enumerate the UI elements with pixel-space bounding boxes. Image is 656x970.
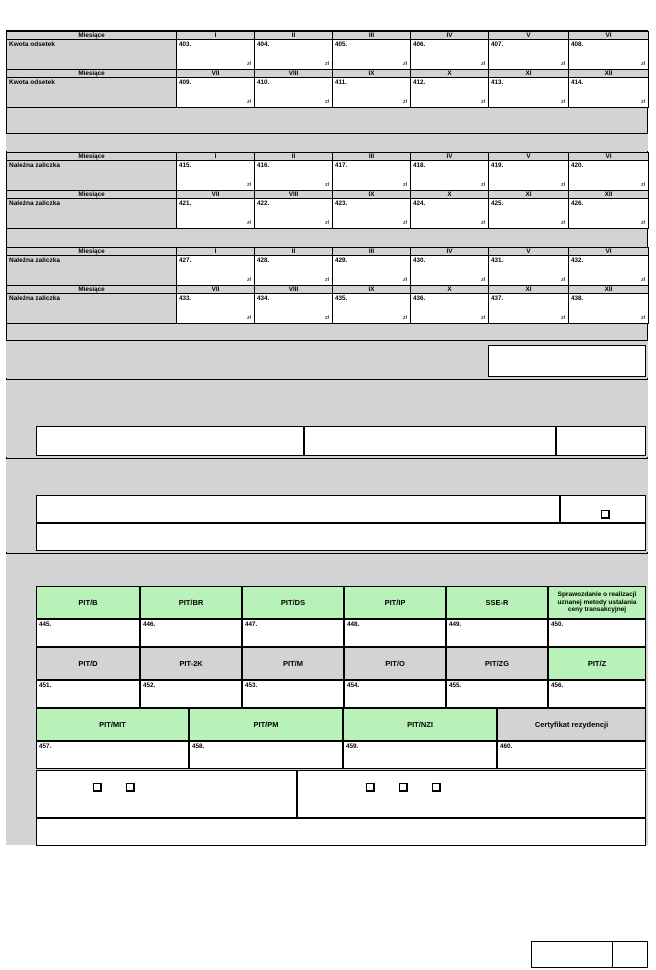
row-label: Kwota odsetek (7, 78, 177, 108)
checkbox-pit28[interactable] (366, 783, 375, 792)
months-label: Miesiące (7, 191, 177, 199)
month-header: VI (569, 248, 649, 256)
footer-box (531, 941, 648, 968)
amount-cell[interactable]: 405. zł (333, 40, 411, 70)
purpose-field[interactable] (36, 495, 560, 523)
month-header: II (255, 153, 333, 161)
months-label: Miesiące (7, 248, 177, 256)
attachment-count-field[interactable]: 451. (36, 680, 140, 708)
section-q2 (6, 247, 648, 324)
month-header: XII (569, 70, 649, 78)
month-header: III (333, 153, 411, 161)
footer-divider (612, 942, 613, 967)
additional-info-field[interactable] (36, 523, 646, 551)
attachment-label: PIT/DS (242, 586, 344, 619)
month-header: IV (411, 153, 489, 161)
attachment-label: PIT/PM (189, 708, 343, 741)
months-label: Miesiące (7, 70, 177, 78)
month-header: IX (333, 286, 411, 294)
amount-cell[interactable]: 430. zł (411, 256, 489, 286)
section-p2 (6, 31, 648, 108)
section-title-line1 (6, 341, 648, 344)
attachment-count-field[interactable]: 449. (446, 619, 548, 647)
amount-cell[interactable]: 412. zł (411, 78, 489, 108)
month-header: X (411, 191, 489, 199)
amount-cell[interactable]: 415. zł (177, 161, 255, 191)
amount-cell[interactable]: 403. zł (177, 40, 255, 70)
section-q1 (6, 152, 648, 229)
amount-cell[interactable]: 411. zł (333, 78, 411, 108)
month-header: II (255, 248, 333, 256)
field-463[interactable] (36, 818, 646, 846)
amount-cell[interactable]: 433. zł (177, 294, 255, 324)
month-header: I (177, 32, 255, 40)
row-label: Kwota odsetek (7, 40, 177, 70)
months-label: Miesiące (7, 286, 177, 294)
field-label (489, 346, 645, 348)
month-header: XII (569, 191, 649, 199)
amount-cell[interactable]: 417. zł (333, 161, 411, 191)
amount-cell[interactable]: 426. zł (569, 199, 649, 229)
checkbox-spouse[interactable] (126, 783, 135, 792)
month-header: IX (333, 191, 411, 199)
attachment-count-field[interactable]: 450. (548, 619, 646, 647)
row-label: Należna zaliczka (7, 256, 177, 286)
row-label: Należna zaliczka (7, 199, 177, 229)
amount-cell[interactable]: 418. zł (411, 161, 489, 191)
section-title-line1 (6, 380, 648, 383)
amount-cell[interactable]: 419. zł (489, 161, 569, 191)
month-header: IV (411, 32, 489, 40)
amount-cell[interactable]: 410. zł (255, 78, 333, 108)
amount-cell[interactable]: 432. zł (569, 256, 649, 286)
attachment-label: PIT/BR (140, 586, 242, 619)
amount-cell[interactable]: 429. zł (333, 256, 411, 286)
attachment-label: PIT/O (344, 647, 446, 680)
row-label: Należna zaliczka (7, 294, 177, 324)
month-header: I (177, 248, 255, 256)
checkbox-taxpayer[interactable] (93, 783, 102, 792)
attachment-count-field[interactable]: 454. (344, 680, 446, 708)
attachment-count-field[interactable]: 446. (140, 619, 242, 647)
month-header: VII (177, 70, 255, 78)
field-462 (297, 770, 646, 818)
month-header: VIII (255, 191, 333, 199)
month-header: XI (489, 191, 569, 199)
month-header: V (489, 153, 569, 161)
attachment-count-field[interactable]: 452. (140, 680, 242, 708)
month-header: VII (177, 191, 255, 199)
attachment-label: PIT/B (36, 586, 140, 619)
attachment-label: PIT/MIT (36, 708, 189, 741)
amount-cell[interactable]: 435. zł (333, 294, 411, 324)
month-header: VII (177, 286, 255, 294)
months-label: Miesiące (7, 153, 177, 161)
row-label: Należna zaliczka (7, 161, 177, 191)
attachment-count-field[interactable]: 457. (36, 741, 189, 769)
amount-cell[interactable]: 407. zł (489, 40, 569, 70)
attachment-label: PIT/D (36, 647, 140, 680)
section-s (6, 379, 648, 457)
amount-cell[interactable]: 425. zł (489, 199, 569, 229)
month-header: III (333, 32, 411, 40)
amount-cell[interactable]: 406. zł (411, 40, 489, 70)
attachment-count-field[interactable]: 458. (189, 741, 343, 769)
month-header: VI (569, 32, 649, 40)
amount-cell[interactable]: 434. zł (255, 294, 333, 324)
attachment-count-field[interactable]: 459. (343, 741, 497, 769)
amount-cell[interactable]: 427. zł (177, 256, 255, 286)
month-header: X (411, 286, 489, 294)
month-header: III (333, 248, 411, 256)
attachment-label: PIT/NZI (343, 708, 497, 741)
amount-cell[interactable]: 437. zł (489, 294, 569, 324)
month-header: XI (489, 70, 569, 78)
attachment-count-field[interactable]: 445. (36, 619, 140, 647)
attachment-count-field[interactable]: 455. (446, 680, 548, 708)
amount-cell[interactable]: 408. zł (569, 40, 649, 70)
field-461 (36, 770, 297, 818)
month-header: XI (489, 286, 569, 294)
advance-table-taxpayer (6, 152, 649, 229)
attachment-count-field[interactable]: 447. (242, 619, 344, 647)
amount-cell[interactable]: 414. zł (569, 78, 649, 108)
amount-cell[interactable]: 422. zł (255, 199, 333, 229)
consent-field (560, 495, 646, 523)
amount-cell[interactable]: 404. zł (255, 40, 333, 70)
amount-cell[interactable]: 436. zł (411, 294, 489, 324)
section-t (6, 458, 648, 552)
field-label (37, 427, 303, 429)
month-header: IV (411, 248, 489, 256)
income-field[interactable] (488, 345, 646, 377)
attachment-label: PIT/ZG (446, 647, 548, 680)
month-header: I (177, 153, 255, 161)
requested-amount-label (304, 426, 556, 456)
attachment-count-field[interactable]: 448. (344, 619, 446, 647)
amount-cell[interactable]: 431. zł (489, 256, 569, 286)
attachment-label: PIT/M (242, 647, 344, 680)
attachment-label: Certyfikat rezydencji (497, 708, 646, 741)
attachment-count-field[interactable]: 460. (497, 741, 646, 769)
section-q (6, 133, 648, 151)
checkbox-pit36[interactable] (399, 783, 408, 792)
consent-checkbox[interactable] (601, 510, 610, 519)
month-header: IX (333, 70, 411, 78)
amount-cell[interactable]: 409. zł (177, 78, 255, 108)
amount-field[interactable] (556, 426, 646, 456)
interest-table (6, 31, 649, 108)
month-header: VIII (255, 286, 333, 294)
amount-cell[interactable]: 413. zł (489, 78, 569, 108)
amount-cell[interactable]: 438. zł (569, 294, 649, 324)
krs-field[interactable] (36, 426, 304, 456)
month-header: VI (569, 153, 649, 161)
month-header: II (255, 32, 333, 40)
month-header: V (489, 32, 569, 40)
checkbox-pit37[interactable] (432, 783, 441, 792)
attachment-count-field[interactable]: 453. (242, 680, 344, 708)
amount-cell[interactable]: 420. zł (569, 161, 649, 191)
advance-table-spouse (6, 247, 649, 324)
months-label: Miesiące (7, 32, 177, 40)
month-header: XII (569, 286, 649, 294)
attachment-count-field[interactable]: 456. (548, 680, 646, 708)
attachment-label: SSE-R (446, 586, 548, 619)
amount-cell[interactable]: 424. zł (411, 199, 489, 229)
amount-cell[interactable]: 428. zł (255, 256, 333, 286)
attachment-label: Sprawozdanie o realizacji uznanej metody ustalania ceny transakcyjnej (548, 586, 646, 619)
amount-cell[interactable]: 416. zł (255, 161, 333, 191)
section-r (6, 340, 648, 378)
month-header: X (411, 70, 489, 78)
amount-cell[interactable]: 421. zł (177, 199, 255, 229)
attachment-label: PIT/Z (548, 647, 646, 680)
month-header: VIII (255, 70, 333, 78)
attachment-label: PIT/IP (344, 586, 446, 619)
attachment-label: PIT-2K (140, 647, 242, 680)
amount-cell[interactable]: 423. zł (333, 199, 411, 229)
section-u (6, 553, 648, 845)
month-header: V (489, 248, 569, 256)
